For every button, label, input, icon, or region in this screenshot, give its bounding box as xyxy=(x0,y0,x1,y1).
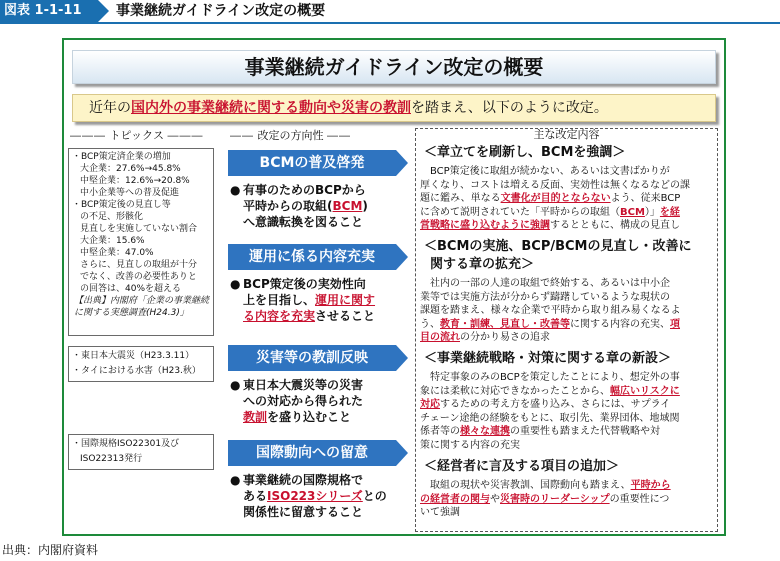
direction-bullet-bcm xyxy=(230,182,408,230)
topic-line: 中堅企業：47.0% xyxy=(80,248,154,258)
body-text: 題に鑑み、単なる xyxy=(420,193,501,204)
body-text: 事業継続の国際規格で xyxy=(243,473,364,487)
direction-bullet-international xyxy=(230,472,408,520)
revision-content-box xyxy=(415,128,718,532)
emphasis-text: 教育・訓練、見直し・改善等 xyxy=(440,318,570,330)
direction-bullet-operation xyxy=(230,276,408,324)
section-line xyxy=(420,291,716,305)
bullet-dot-icon: ● xyxy=(230,473,241,487)
emphasis-text: BCM xyxy=(332,199,363,213)
emphasis-text: を経 xyxy=(659,206,680,218)
intro-pre: 近年の xyxy=(89,100,131,116)
bullet-dot-icon: ● xyxy=(230,183,241,197)
section-line xyxy=(420,277,716,291)
bullet-line xyxy=(230,488,408,504)
topic-line: ・タイにおける水害（H23.秋） xyxy=(72,366,201,376)
bullet-line xyxy=(230,377,408,393)
topic-line: ・BCP策定後の見直し等 xyxy=(72,200,171,210)
bullet-dot-icon: ● xyxy=(230,277,241,291)
direction-bullet-lessons xyxy=(230,377,408,425)
section-line xyxy=(420,318,716,332)
body-text: するとともに、構成の見直し xyxy=(550,220,680,231)
bullet-line xyxy=(230,504,408,520)
emphasis-text: 災害時のリーダーシップ xyxy=(500,493,610,505)
overview-panel xyxy=(62,38,726,536)
body-text: への対応から得られた xyxy=(243,394,364,408)
body-text: 象には柔軟に対応できなかったことから、 xyxy=(420,385,610,397)
topic-box-bcp xyxy=(68,148,214,336)
emphasis-text: 様々な連携 xyxy=(460,426,510,437)
emphasis-text: 文書化が目的とならない xyxy=(500,193,611,204)
bullet-line xyxy=(230,409,408,425)
emphasis-text: る内容を充実 xyxy=(243,309,316,323)
topics-header: ――― トピックス ――― xyxy=(70,129,204,142)
intro-banner xyxy=(72,94,716,122)
bullet-line xyxy=(230,472,408,488)
section-line xyxy=(420,206,716,220)
topic-line: 中小企業等への普及促進 xyxy=(80,188,180,198)
bullet-line xyxy=(230,214,408,230)
emphasis-text: 対応 xyxy=(420,399,440,410)
topic-line: 大企業：27.6%→45.8% xyxy=(80,164,181,174)
topic-line: ISO22313発行 xyxy=(80,454,143,464)
body-text: の重要性につ xyxy=(609,493,670,505)
section-line xyxy=(420,439,716,453)
emphasis-text: 平時から xyxy=(630,480,671,491)
body-text: 厚くなり、コストは増える反面、実効性は無くなるなどの課 xyxy=(420,179,690,191)
body-text: 業等では実施方法が分からず躊躇しているような現状の xyxy=(420,291,670,303)
emphasis-text: の経営者の関与 xyxy=(420,493,490,505)
topic-line: ・国際規格ISO22301及び xyxy=(72,439,180,449)
topics-header-label: トピックス xyxy=(109,129,164,142)
figure-title: 事業継続ガイドライン改定の概要 xyxy=(116,3,326,19)
section-heading: ＜経営者に言及する項目の追加＞ xyxy=(424,459,620,474)
direction-arrow-international: 国際動向への留意 xyxy=(228,440,396,466)
topic-line: 中堅企業：12.6%→20.8% xyxy=(80,176,190,186)
emphasis-text: 目の流れ xyxy=(420,332,460,343)
body-text: チェーン途絶の経験をもとに、取引先、業界団体、地域関 xyxy=(420,412,680,424)
body-text: との xyxy=(362,489,387,503)
emphasis-text: 項 xyxy=(670,318,680,330)
body-text: に関する内容の充実、 xyxy=(570,318,670,330)
intro-post: を踏まえ、以下のように改定。 xyxy=(411,100,608,116)
section-heading-cont: 関する章の拡充＞ xyxy=(430,257,535,272)
body-text: ）」 xyxy=(644,206,660,218)
body-text: や xyxy=(490,493,500,505)
source-note: 出典：内閣府資料 xyxy=(2,543,99,557)
section-body xyxy=(420,479,716,520)
body-text: へ意識転換を図ること xyxy=(243,215,364,229)
section-line xyxy=(420,331,716,345)
section-heading: ＜BCMの実施、BCP/BCMの見直し・改善に xyxy=(424,239,692,254)
body-text: 有事のためのBCPから xyxy=(243,183,366,197)
topic-line: でなく、改善の必要性ありと xyxy=(80,272,197,282)
topic-line: 見直しを実施していない割合 xyxy=(80,224,198,234)
topic-line: 大企業：15.6% xyxy=(80,236,145,246)
section-line xyxy=(420,412,716,426)
topic-source: 【出典】内閣府「企業の事業継続 xyxy=(74,296,210,306)
body-text: 関係性に留意すること xyxy=(243,505,364,519)
body-text: う、 xyxy=(420,318,440,330)
bullet-line xyxy=(230,308,408,324)
bullet-line xyxy=(230,292,408,308)
direction-arrow-operation: 運用に係る内容充実 xyxy=(228,244,396,270)
body-text: 策に関する内容の充実 xyxy=(420,439,520,451)
section-body xyxy=(420,277,716,345)
topic-line: さらに、見直しの取組が十分 xyxy=(80,260,198,270)
main-title: 事業継続ガイドライン改定の概要 xyxy=(72,50,716,84)
body-text: するための考え方を盛り込み、さらには、サプライ xyxy=(440,399,671,410)
section-body xyxy=(420,165,716,233)
bullet-line xyxy=(230,182,408,198)
topic-line: の回答は、40%を超える xyxy=(80,284,182,294)
body-text: の重要性も踏まえた代替戦略や対 xyxy=(510,426,660,437)
emphasis-text: BCM xyxy=(620,206,645,218)
section-line xyxy=(420,398,716,412)
figure-header xyxy=(0,0,780,24)
section-body xyxy=(420,371,716,452)
topic-box-disasters xyxy=(68,346,214,382)
bullet-dot-icon: ● xyxy=(230,378,241,392)
body-text: 東日本大震災等の災害 xyxy=(243,378,364,392)
direction-arrow-bcm: BCMの普及啓発 xyxy=(228,150,396,176)
section-line xyxy=(420,192,716,206)
body-text: 社内の一部の人達の取組で終始する、あるいは中小企 xyxy=(420,278,670,289)
bullet-line xyxy=(230,393,408,409)
section-line xyxy=(420,219,716,233)
direction-arrow-lessons: 災害等の教訓反映 xyxy=(228,345,396,371)
topic-source: に関する実態調査(H24.3)」 xyxy=(74,308,189,318)
direction-header-label: 改定の方向性 xyxy=(257,129,324,142)
body-text: ある xyxy=(243,489,268,503)
direction-header: ―― 改定の方向性 ―― xyxy=(230,129,351,142)
body-text: に含めて説明されていた「平時からの取組（ xyxy=(420,206,620,218)
topic-line: ・BCP策定済企業の増加 xyxy=(72,152,171,162)
emphasis-text: 営戦略に盛り込むように強調 xyxy=(420,220,550,231)
body-text: よう、従来BCP xyxy=(610,193,681,204)
emphasis-text: 運用に関す xyxy=(315,293,376,307)
body-text: 取組の現状や災害教訓、国際動向も踏まえ、 xyxy=(420,480,631,491)
topic-box-iso xyxy=(68,434,214,470)
section-line xyxy=(420,493,716,507)
section-line xyxy=(420,179,716,193)
section-line xyxy=(420,425,716,439)
body-text: BCP策定後の実効性向 xyxy=(243,277,366,291)
section-line xyxy=(420,371,716,385)
section-line xyxy=(420,506,716,520)
body-text: を盛り込むこと xyxy=(267,410,352,424)
emphasis-text: 幅広いリスクに xyxy=(610,385,680,397)
section-heading: ＜章立てを刷新し、BCMを強調＞ xyxy=(424,145,626,160)
body-text: 上を目指し、 xyxy=(243,293,316,307)
body-text: 課題を踏まえ、様々な企業で平時から取り組み易くなるよ xyxy=(420,305,681,316)
body-text: いて強調 xyxy=(420,507,460,518)
bullet-line xyxy=(230,198,408,214)
body-text: 係者等の xyxy=(420,426,460,437)
section-line xyxy=(420,479,716,493)
emphasis-text: ISO223シリーズ xyxy=(267,489,363,503)
intro-emphasis: 国内外の事業継続に関する動向や災害の教訓 xyxy=(131,100,411,116)
bullet-line xyxy=(230,276,408,292)
body-text: 平時からの取組( xyxy=(243,199,333,213)
body-text: 特定事象のみのBCPを策定したことにより、想定外の事 xyxy=(420,372,680,383)
topic-line: ・東日本大震災（H23.3.11） xyxy=(72,351,195,361)
content-header: 主な改定内容 xyxy=(533,128,600,141)
section-heading: ＜事業継続戦略・対策に関する章の新設＞ xyxy=(424,351,672,366)
figure-label: 図表 1-1-11 xyxy=(0,0,98,22)
body-text: させること xyxy=(315,309,376,323)
topic-line: の不足、形骸化 xyxy=(80,212,144,222)
body-text: BCP策定後に取組が続かない、あるいは文書ばかりが xyxy=(420,166,670,177)
section-line xyxy=(420,165,716,179)
body-text: ) xyxy=(362,199,368,213)
body-text: の分かり易さの追求 xyxy=(460,332,550,343)
emphasis-text: 教訓 xyxy=(243,410,268,424)
section-line xyxy=(420,385,716,399)
section-line xyxy=(420,304,716,318)
